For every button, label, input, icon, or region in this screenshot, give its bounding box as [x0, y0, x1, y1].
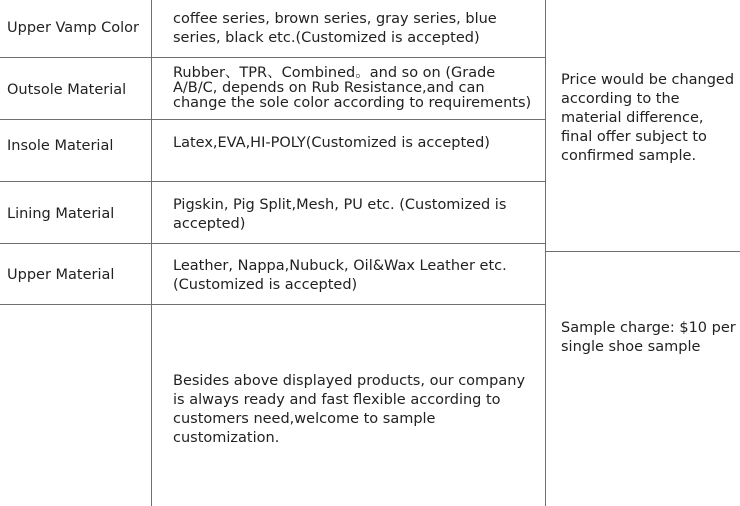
row-label-upper-material: Upper Material [7, 267, 115, 283]
row-value-insole-material: Latex,EVA,HI-POLY(Customized is accepted) [173, 135, 490, 151]
row-divider [0, 304, 546, 305]
row-label-insole-material: Insole Material [7, 138, 114, 154]
row-value-lining-material: Pigskin, Pig Split,Mesh, PU etc. (Customized is accepted) [173, 197, 507, 232]
row-value-upper-material: Leather, Nappa,Nubuck, Oil&Wax Leather etc. (Customized is accepted) [173, 258, 507, 293]
row-value-upper-vamp-color: coffee series, brown series, gray series, blue series, black etc.(Customized is accepted) [173, 11, 497, 46]
customization-note: Besides above displayed products, our company is always ready and fast flexible according to customers need,welcome to sample customization. [173, 373, 526, 446]
row-label-lining-material: Lining Material [7, 206, 115, 222]
row-divider [0, 181, 546, 182]
row-divider [0, 119, 546, 120]
row-divider [0, 243, 546, 244]
column-divider [151, 0, 152, 506]
notes-divider [546, 251, 740, 252]
row-label-outsole-material: Outsole Material [7, 82, 127, 98]
sample-charge-note: Sample charge: $10 per single shoe sample [561, 320, 736, 355]
row-value-outsole-material: Rubber、TPR、Combined。and so on (Grade A/B/C, depends on Rub Resistance,and can change the sole color according to requirements) [173, 65, 532, 111]
row-divider [0, 57, 546, 58]
price-note: Price would be changed according to the material difference, final offer subject to confirmed sample. [561, 72, 735, 164]
column-divider [545, 0, 546, 506]
row-label-upper-vamp-color: Upper Vamp Color [7, 20, 139, 36]
